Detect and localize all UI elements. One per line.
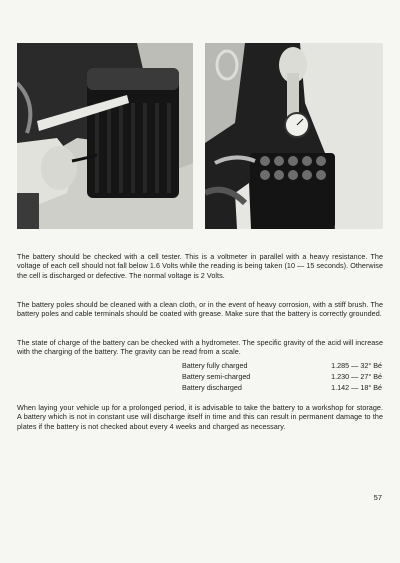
gravity-value: 1.285 — 32° Bé: [331, 361, 382, 370]
page-number: 57: [373, 493, 382, 502]
battery-tester-photo: [17, 43, 193, 229]
hydrometer-photo: [205, 43, 383, 229]
specific-gravity-table: [182, 360, 382, 393]
gravity-value: 1.142 — 18° Bé: [331, 383, 382, 392]
gravity-state: Battery fully charged: [182, 361, 248, 370]
gravity-value: 1.230 — 27° Bé: [331, 372, 382, 381]
gravity-row: [182, 371, 382, 382]
gravity-row: [182, 360, 382, 371]
battery-photo-right: [205, 43, 383, 229]
gravity-row: [182, 382, 382, 393]
battery-photo-left: [17, 43, 193, 229]
gravity-state: Battery discharged: [182, 383, 242, 392]
paragraph-cell-tester: The battery should be checked with a cell tester. This is a voltmeter in parallel with a heavy resistance. The voltage of each cell should not fall below 1.6 Volts while the reading is being taken (10 — 15 seconds). Otherwise the cell is discharged or defective. The normal voltage is 2 Volts.: [17, 252, 383, 280]
paragraph-hydrometer: The state of charge of the battery can be checked with a hydrometer. The specific gravity of the acid will increase with the charging of the battery. The gravity can be read from a scale.: [17, 338, 383, 357]
paragraph-battery-poles: The battery poles should be cleaned with a clean cloth, or in the event of heavy corrosion, with a stiff brush. The battery poles and cable terminals should be coated with grease. Make sure that the battery is correctly grounded.: [17, 300, 383, 319]
paragraph-storage: When laying your vehicle up for a prolonged period, it is advisable to take the battery to a workshop for storage. A battery which is not in constant use will discharge itself in time and this can result in permanent damage to the plates if the battery is not checked about every 4 weeks and charged as necessary.: [17, 403, 383, 431]
gravity-state: Battery semi-charged: [182, 372, 251, 381]
